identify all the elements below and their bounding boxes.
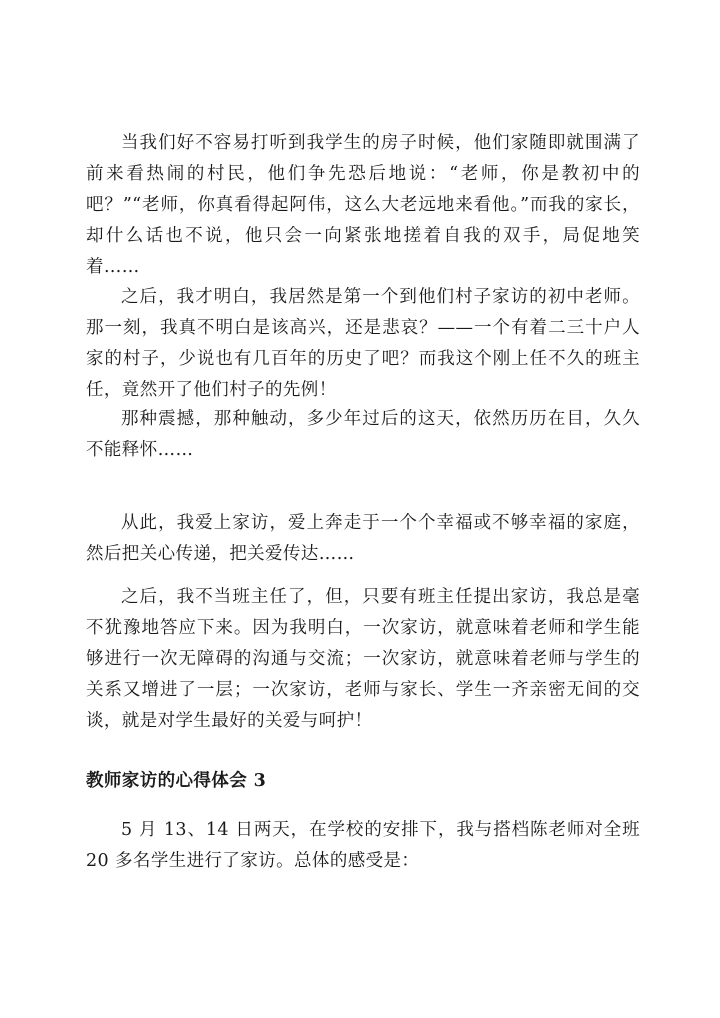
paragraph-home-visit-arrival: 当我们好不容易打听到我学生的房子时候，他们家随即就围满了前来看热闹的村民，他们争先恐后地说：“老师，你是教初中的吧？”“老师，你真看得起阿伟，这么大老远地来看他。”而我的家长，却什么话也不说，他只会一向紧张地搓着自我的双手，局促地笑着…… (86, 133, 640, 277)
paragraph-continued-visits: 之后，我不当班主任了，但，只要有班主任提出家访，我总是毫不犹豫地答应下来。因为我明白，一次家访，就意味着老师和学生能够进行一次无障碍的沟通与交流；一次家访，就意味着老师与学生的关系又增进了一层；一次家访，老师与家长、学生一齐亲密无间的交谈，就是对学生最好的关爱与呵护！ (86, 587, 640, 731)
section-heading: 教师家访的心得体会 3 (86, 771, 267, 791)
paragraph-first-teacher-visit: 之后，我才明白，我居然是第一个到他们村子家访的初中老师。那一刻，我真不明白是该高兴，还是悲哀？——一个有着二三十户人家的村子，少说也有几百年的历史了吧？而我这个刚上任不久的班主任，竟然开了他们村子的先例！ (86, 287, 640, 400)
paragraph-section-intro: 5 月 13、14 日两天，在学校的安排下，我与搭档陈老师对全班 20 多名学生进行了家访。总体的感受是： (86, 820, 640, 871)
paragraph-love-home-visits: 从此，我爱上家访，爱上奔走于一个个幸福或不够幸福的家庭，然后把关心传递，把关爱传达…… (86, 513, 640, 564)
paragraph-emotional-impact: 那种震撼，那种触动，多少年过后的这天，依然历历在目，久久不能释怀…… (86, 409, 640, 460)
